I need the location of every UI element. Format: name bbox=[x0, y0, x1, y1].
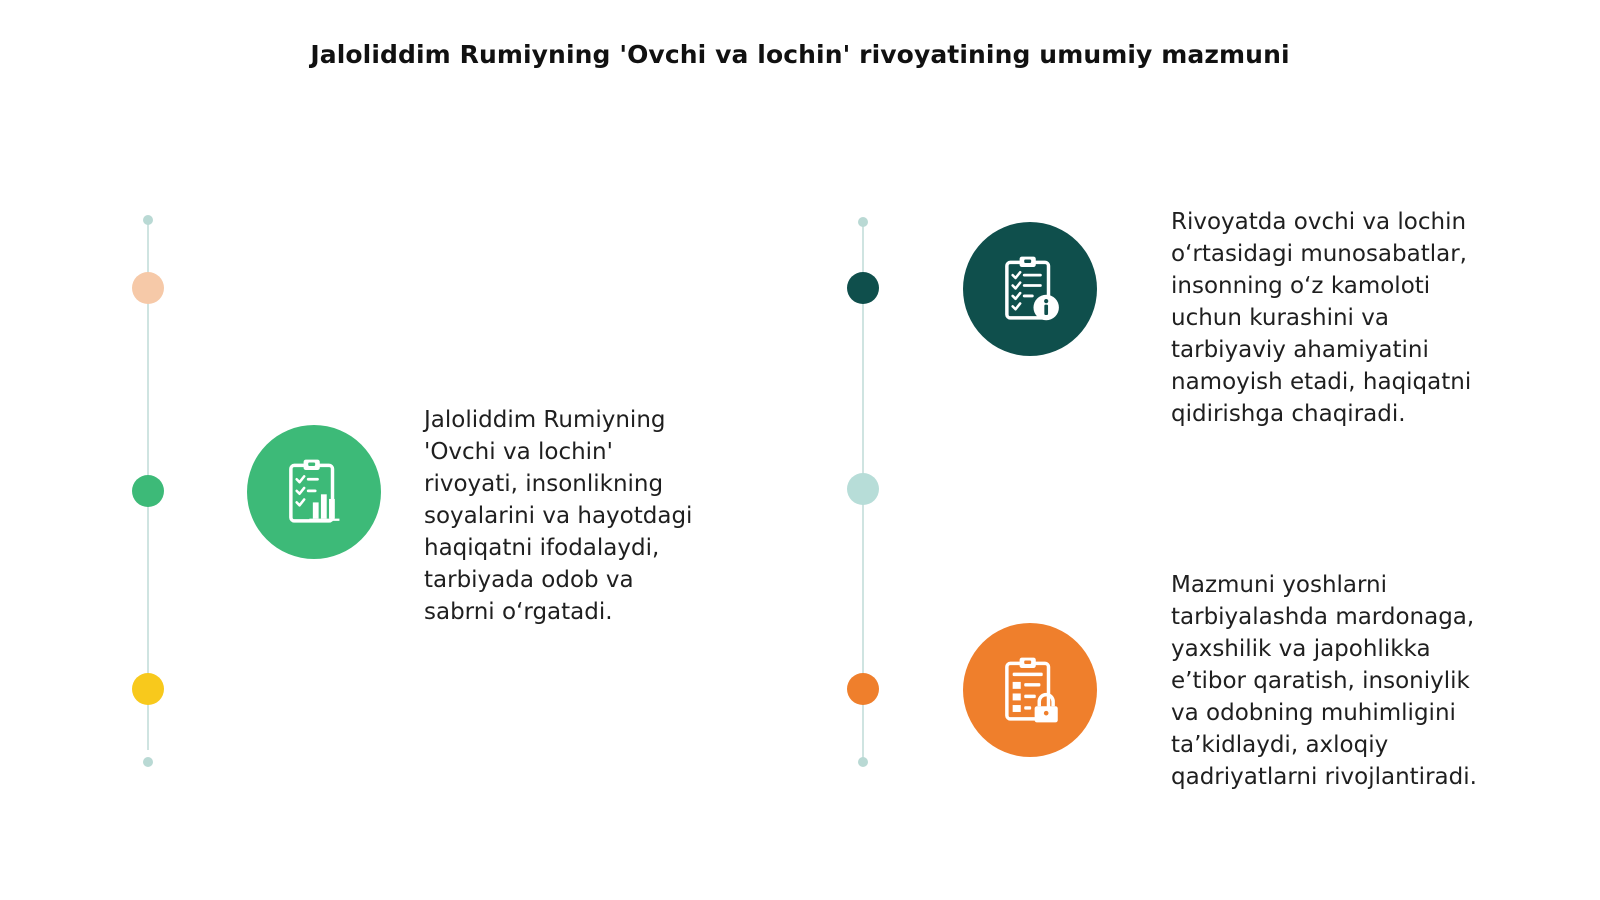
clipboard-chart-icon bbox=[247, 425, 381, 559]
page-title: Jaloliddim Rumiyning 'Ovchi va lochin' rivoyatining umumiy mazmuni bbox=[310, 40, 1290, 69]
clipboard-chart-glyph bbox=[277, 455, 351, 529]
clipboard-info-glyph bbox=[993, 252, 1067, 326]
clipboard-info-icon bbox=[963, 222, 1097, 356]
clipboard-lock-icon bbox=[963, 623, 1097, 757]
timeline-right-dot-orange bbox=[847, 673, 879, 705]
timeline-right-dot-dark-teal bbox=[847, 272, 879, 304]
timeline-right-dot-light-teal bbox=[847, 473, 879, 505]
timeline-left-dot-yellow bbox=[132, 673, 164, 705]
clipboard-lock-glyph bbox=[993, 653, 1067, 727]
item-1-text: Jaloliddim Rumiyning 'Ovchi va lochin' rivoyati, insonlikning soyalarini va hayotdagi haqiqatni ifodalaydi, tarbiyada odob va sabrni o‘rgatadi. bbox=[424, 407, 693, 625]
timeline-left-bottom-cap bbox=[143, 757, 153, 767]
timeline-left-dot-peach bbox=[132, 272, 164, 304]
item-2-text: Rivoyatda ovchi va lochin o‘rtasidagi munosabatlar, insonning o‘z kamoloti uchun kurashini va tarbiyaviy ahamiyatini namoyish etadi, haqiqatni qidirishga chaqiradi. bbox=[1171, 209, 1472, 427]
timeline-left-top-cap bbox=[143, 215, 153, 225]
item-3-text: Mazmuni yoshlarni tarbiyalashda mardonaga, yaxshilik va japohlikka e’tibor qaratish, insoniylik va odobning muhimligini ta’kidlaydi, axloqiy qadriyatlarni rivojlantiradi. bbox=[1171, 572, 1477, 790]
timeline-right-bottom-cap bbox=[858, 757, 868, 767]
timeline-left-dot-green bbox=[132, 475, 164, 507]
timeline-right-top-cap bbox=[858, 217, 868, 227]
